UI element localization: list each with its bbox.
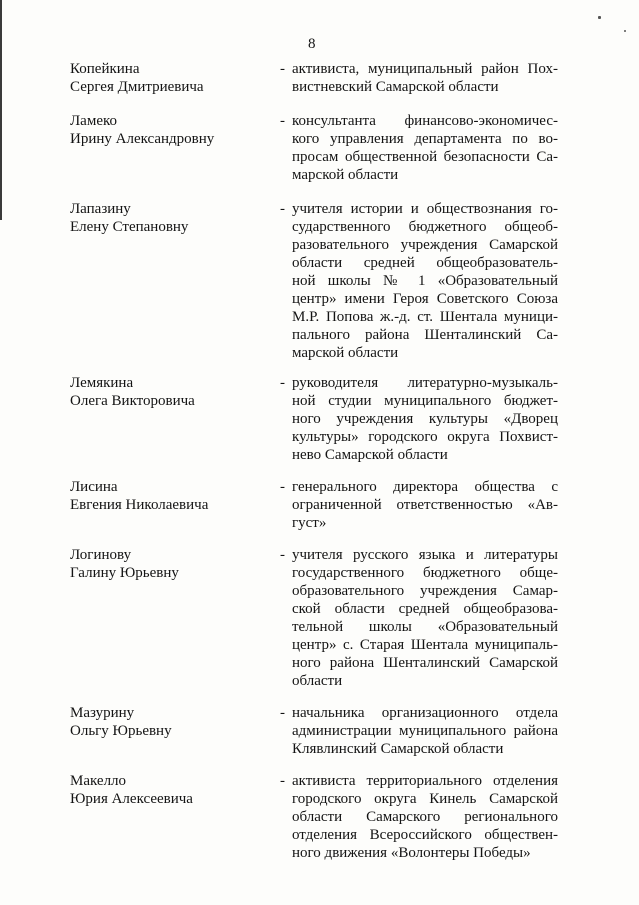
desc-line: генерального директора общества с bbox=[292, 479, 558, 495]
desc-line: марской области bbox=[292, 345, 399, 361]
desc-line: ного учреждения культуры «Дворец bbox=[292, 411, 558, 427]
position-description bbox=[292, 546, 558, 690]
desc-line: администрации муниципального района bbox=[292, 723, 558, 739]
desc-line: центр» имени Героя Советского Союза bbox=[292, 291, 558, 307]
position-description bbox=[292, 704, 558, 758]
desc-line: просам общественной безопасности Са- bbox=[292, 149, 558, 165]
desc-line: государственного бюджетного обще- bbox=[292, 565, 558, 581]
given-names: Ирину Александровну bbox=[70, 131, 215, 147]
person-name bbox=[70, 200, 270, 236]
surname: Копейкина bbox=[70, 61, 140, 77]
dash: - bbox=[280, 547, 285, 563]
dash: - bbox=[280, 375, 285, 391]
desc-line: сударственного бюджетного общеоб- bbox=[292, 219, 558, 235]
given-names: Евгения Николаевича bbox=[70, 497, 209, 513]
given-names: Сергея Дмитриевича bbox=[70, 79, 204, 95]
desc-line: Клявлинский Самарской области bbox=[292, 741, 504, 757]
surname: Лисина bbox=[70, 479, 118, 495]
surname: Лапазину bbox=[70, 201, 131, 217]
desc-line: руководителя литературно-музыкаль- bbox=[292, 375, 558, 391]
desc-line: области Самарского регионального bbox=[292, 809, 558, 825]
given-names: Ольгу Юрьевну bbox=[70, 723, 172, 739]
desc-line: области bbox=[292, 673, 343, 689]
position-description bbox=[292, 478, 558, 532]
position-description bbox=[292, 200, 558, 362]
desc-line: активиста, муниципальный район Пох- bbox=[292, 61, 558, 77]
position-description bbox=[292, 112, 558, 184]
dash: - bbox=[280, 773, 285, 789]
position-description bbox=[292, 374, 558, 464]
person-name bbox=[70, 704, 270, 740]
given-names: Галину Юрьевну bbox=[70, 565, 179, 581]
scan-edge-shadow bbox=[0, 0, 2, 220]
desc-line: вистневский Самарской области bbox=[292, 79, 499, 95]
person-name bbox=[70, 60, 270, 96]
desc-line: М.Р. Попова ж.-д. ст. Шентала муници- bbox=[292, 309, 558, 325]
person-name bbox=[70, 478, 270, 514]
desc-line: марской области bbox=[292, 167, 399, 183]
desc-line: городского округа Кинель Самарской bbox=[292, 791, 558, 807]
desc-line: нево Самарской области bbox=[292, 447, 448, 463]
desc-line: учителя русского языка и литературы bbox=[292, 547, 558, 563]
given-names: Олега Викторовича bbox=[70, 393, 195, 409]
given-names: Юрия Алексеевича bbox=[70, 791, 193, 807]
given-names: Елену Степановну bbox=[70, 219, 189, 235]
desc-line: начальника организационного отдела bbox=[292, 705, 558, 721]
desc-line: культуры» городского округа Похвист- bbox=[292, 429, 558, 445]
dash: - bbox=[280, 705, 285, 721]
desc-line: ной школы № 1 «Образовательный bbox=[292, 273, 558, 289]
dash: - bbox=[280, 61, 285, 77]
desc-line: области средней общеобразователь- bbox=[292, 255, 558, 271]
desc-line: образовательного учреждения Самар- bbox=[292, 583, 558, 599]
desc-line: ограниченной ответственностью «Ав- bbox=[292, 497, 558, 513]
person-name bbox=[70, 772, 270, 808]
desc-line: учителя истории и обществознания го- bbox=[292, 201, 558, 217]
desc-line: ного района Шенталинский Самарской bbox=[292, 655, 558, 671]
desc-line: ской области средней общеобразова- bbox=[292, 601, 558, 617]
surname: Логинову bbox=[70, 547, 132, 563]
desc-line: разовательного учреждения Самарской bbox=[292, 237, 558, 253]
person-name bbox=[70, 112, 270, 148]
dash: - bbox=[280, 479, 285, 495]
scan-speck bbox=[624, 30, 626, 32]
desc-line: ной студии муниципального бюджет- bbox=[292, 393, 558, 409]
desc-line: кого управления департамента по во- bbox=[292, 131, 558, 147]
desc-line: отделения Всероссийского обществен- bbox=[292, 827, 558, 843]
page-number: 8 bbox=[308, 36, 316, 52]
desc-line: пального района Шенталинский Са- bbox=[292, 327, 558, 343]
desc-line: ного движения «Волонтеры Победы» bbox=[292, 845, 531, 861]
desc-line: густ» bbox=[292, 515, 327, 531]
position-description bbox=[292, 60, 558, 96]
surname: Мазурину bbox=[70, 705, 135, 721]
surname: Макелло bbox=[70, 773, 127, 789]
desc-line: центр» с. Старая Шентала муниципаль- bbox=[292, 637, 558, 653]
dash: - bbox=[280, 201, 285, 217]
scan-speck bbox=[598, 16, 601, 19]
person-name bbox=[70, 374, 270, 410]
desc-line: активиста территориального отделения bbox=[292, 773, 558, 789]
desc-line: консультанта финансово-экономичес- bbox=[292, 113, 558, 129]
surname: Лемякина bbox=[70, 375, 134, 391]
person-name bbox=[70, 546, 270, 582]
surname: Ламеко bbox=[70, 113, 118, 129]
position-description bbox=[292, 772, 558, 862]
desc-line: тельной школы «Образовательный bbox=[292, 619, 558, 635]
dash: - bbox=[280, 113, 285, 129]
